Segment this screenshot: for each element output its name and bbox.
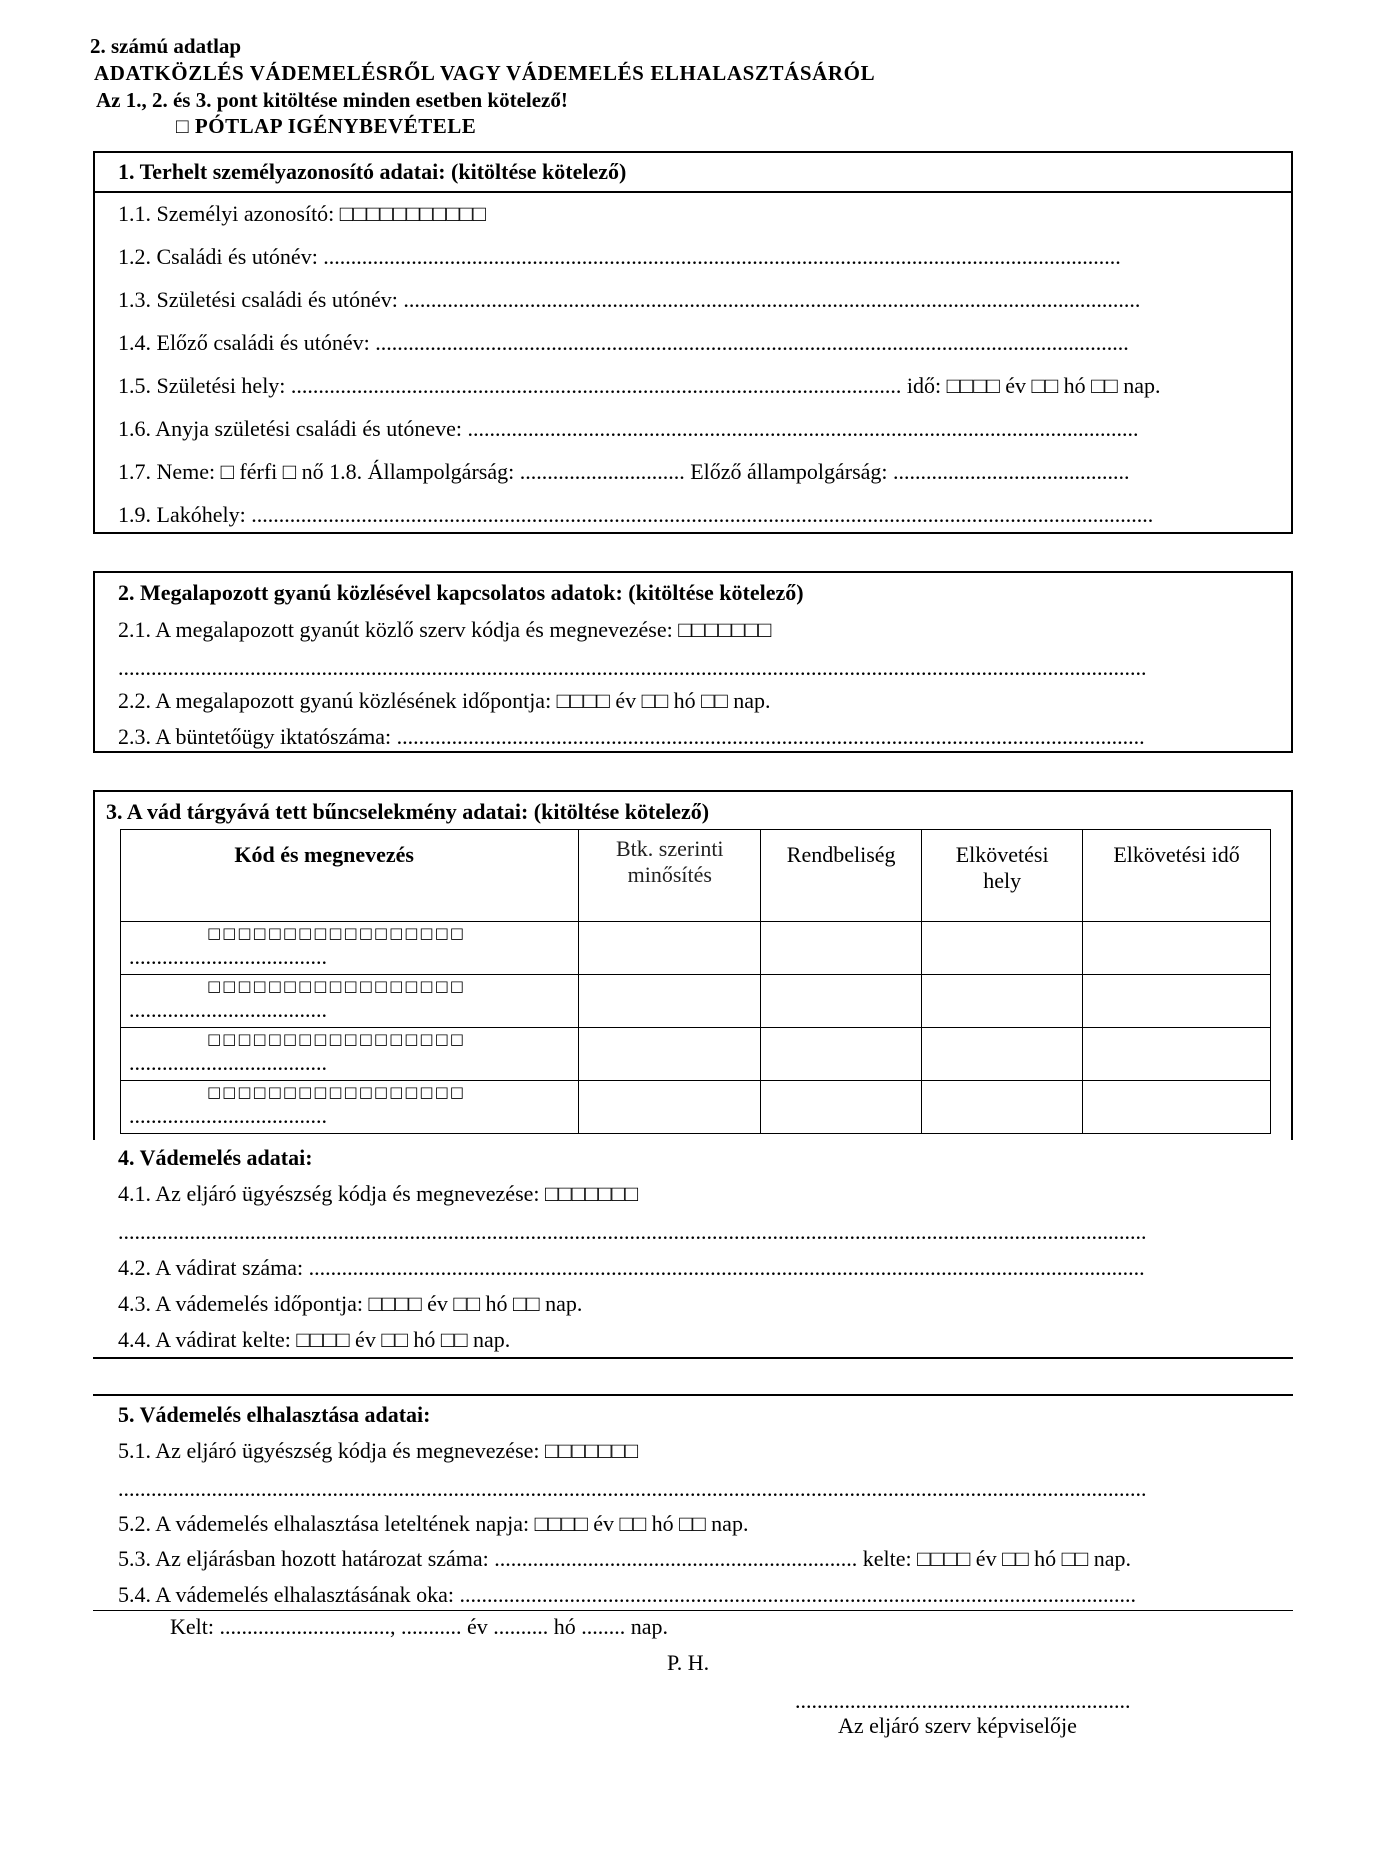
time-cell[interactable]	[1083, 922, 1271, 975]
section-3-title: 3. A vád tárgyává tett bűncselekmény adatai: (kitöltése kötelező)	[106, 799, 710, 824]
col-header-place: Elkövetési hely	[922, 830, 1083, 922]
field-indictment-number[interactable]: 4.2. A vádirat száma: ........................................................................................................................................................	[118, 1255, 1145, 1280]
field-birth-name[interactable]: 1.3. Születési családi és utónév: ......................................................................................................................................	[118, 287, 1141, 312]
crime-code-cell[interactable]: □□□□□□□□□□□□□□□□□ ....................................	[121, 922, 579, 975]
field-deferral-expiry[interactable]: 5.2. A vádemelés elhalasztása leteltének napja: □□□□ év □□ hó □□ nap.	[118, 1511, 749, 1536]
field-suspicion-date[interactable]: 2.2. A megalapozott gyanú közlésének időpontja: □□□□ év □□ hó □□ nap.	[118, 688, 771, 713]
crime-code-cell[interactable]: □□□□□□□□□□□□□□□□□ ....................................	[121, 975, 579, 1028]
col-header-count: Rendbeliség	[761, 830, 922, 922]
section-5-bottom-rule	[93, 1610, 1293, 1611]
section-2-title: 2. Megalapozott gyanú közlésével kapcsolatos adatok: (kitöltése kötelező)	[118, 580, 804, 605]
classification-cell[interactable]	[579, 922, 761, 975]
count-cell[interactable]	[761, 1081, 922, 1134]
form-number: 2. számú adatlap	[90, 34, 242, 58]
col-header-code-name: Kód és megnevezés	[121, 830, 579, 922]
field-sex-citizenship[interactable]: 1.7. Neme: □ férfi □ nő 1.8. Állampolgárság: .............................. Előző állampolgárság: ...........................................	[118, 459, 1130, 484]
section-1-title-divider	[93, 191, 1293, 193]
section-4-title: 4. Vádemelés adatai:	[118, 1145, 313, 1170]
crime-code-cell[interactable]: □□□□□□□□□□□□□□□□□ ....................................	[121, 1081, 579, 1134]
field-suspicion-authority-name[interactable]: ...........................................................................................................................................................................................	[118, 655, 1147, 680]
date-line[interactable]: Kelt: ..............................., ........... év .......... hó ........ nap.	[170, 1614, 669, 1639]
field-indictment-issued[interactable]: 4.4. A vádirat kelte: □□□□ év □□ hó □□ nap.	[118, 1327, 511, 1352]
section-5-title: 5. Vádemelés elhalasztása adatai:	[118, 1402, 431, 1427]
place-cell[interactable]	[922, 975, 1083, 1028]
section-1-title: 1. Terhelt személyazonosító adatai: (kitöltése kötelező)	[118, 159, 627, 184]
place-cell[interactable]	[922, 922, 1083, 975]
count-cell[interactable]	[761, 975, 922, 1028]
table-row	[121, 975, 1271, 1028]
time-cell[interactable]	[1083, 975, 1271, 1028]
field-decision-number[interactable]: 5.3. Az eljárásban hozott határozat száma: .................................................................. kelte: □□□□ év □□ hó □□ nap.	[118, 1546, 1131, 1571]
count-cell[interactable]	[761, 922, 922, 975]
field-personal-id[interactable]: 1.1. Személyi azonosító: □□□□□□□□□□□	[118, 201, 486, 226]
mandatory-notice: Az 1., 2. és 3. pont kitöltése minden esetben kötelező!	[96, 88, 568, 112]
field-residence[interactable]: 1.9. Lakóhely: ....................................................................................................................................................................	[118, 502, 1154, 527]
form-title: ADATKÖZLÉS VÁDEMELÉSRŐL VAGY VÁDEMELÉS ELHALASZTÁSÁRÓL	[94, 61, 876, 85]
signature-line[interactable]: .............................................................	[795, 1688, 1131, 1713]
field-prosecutor-office[interactable]: 4.1. Az eljáró ügyészség kódja és megnevezése: □□□□□□□	[118, 1181, 639, 1206]
time-cell[interactable]	[1083, 1081, 1271, 1134]
field-prosecutor-office-name[interactable]: ...........................................................................................................................................................................................	[118, 1219, 1147, 1244]
classification-cell[interactable]	[579, 1081, 761, 1134]
field-deferral-reason[interactable]: 5.4. A vádemelés elhalasztásának oka: ...........................................................................................................................	[118, 1582, 1136, 1607]
table-row	[121, 922, 1271, 975]
supplement-checkbox-label[interactable]: □ PÓTLAP IGÉNYBEVÉTELE	[176, 114, 477, 138]
seal-label: P. H.	[667, 1650, 710, 1675]
place-cell[interactable]	[922, 1081, 1083, 1134]
field-indictment-date[interactable]: 4.3. A vádemelés időpontja: □□□□ év □□ hó □□ nap.	[118, 1291, 583, 1316]
classification-cell[interactable]	[579, 1028, 761, 1081]
field-mother-name[interactable]: 1.6. Anyja születési családi és utóneve: ..........................................................................................................................	[118, 416, 1139, 441]
field-deferral-prosecutor-office[interactable]: 5.1. Az eljáró ügyészség kódja és megnevezése: □□□□□□□	[118, 1438, 639, 1463]
col-header-classification: Btk. szerinti minősítés	[579, 830, 761, 922]
count-cell[interactable]	[761, 1028, 922, 1081]
field-case-number[interactable]: 2.3. A büntetőügy iktatószáma: ........................................................................................................................................	[118, 724, 1145, 749]
field-deferral-prosecutor-office-name[interactable]: ...........................................................................................................................................................................................	[118, 1476, 1147, 1501]
section-4-bottom-rule	[93, 1357, 1293, 1359]
section-5-top-rule	[93, 1394, 1293, 1396]
table-row	[121, 1028, 1271, 1081]
signature-label: Az eljáró szerv képviselője	[838, 1713, 1077, 1738]
crime-code-cell[interactable]: □□□□□□□□□□□□□□□□□ ....................................	[121, 1028, 579, 1081]
field-birth-place-date[interactable]: 1.5. Születési hely: ............................................................................................................... idő: □□□□ év □□ hó □□ nap.	[118, 373, 1161, 398]
time-cell[interactable]	[1083, 1028, 1271, 1081]
field-previous-name[interactable]: 1.4. Előző családi és utónév: .........................................................................................................................................	[118, 330, 1129, 355]
field-family-given-name[interactable]: 1.2. Családi és utónév: .................................................................................................................................................	[118, 244, 1121, 269]
crimes-table	[120, 829, 1271, 1134]
col-header-time: Elkövetési idő	[1083, 830, 1271, 922]
field-suspicion-authority[interactable]: 2.1. A megalapozott gyanút közlő szerv kódja és megnevezése: □□□□□□□	[118, 617, 772, 642]
classification-cell[interactable]	[579, 975, 761, 1028]
table-row	[121, 1081, 1271, 1134]
place-cell[interactable]	[922, 1028, 1083, 1081]
